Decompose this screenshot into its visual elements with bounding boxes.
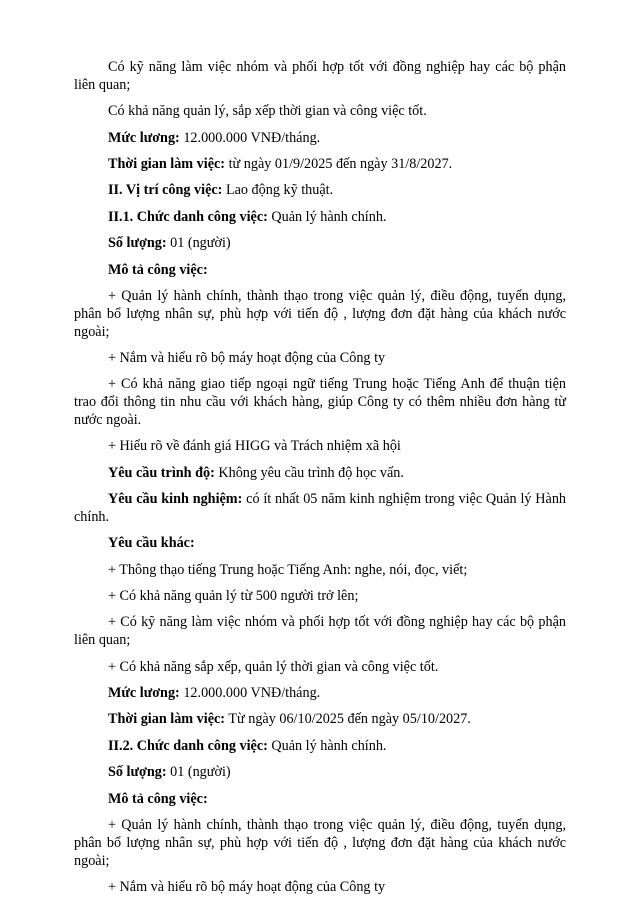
field-label: Mức lương: [108, 129, 180, 146]
paragraph [74, 535, 566, 553]
paragraph-text: Không yêu cầu trình độ học vấn. [214, 464, 404, 481]
paragraph [74, 235, 566, 253]
field-label: Thời gian làm việc: [108, 711, 226, 728]
paragraph [74, 262, 566, 280]
paragraph-text: Quản lý hành chính. [267, 737, 387, 754]
paragraph-text: Từ ngày 06/10/2025 đến ngày 05/10/2027. [225, 711, 471, 728]
paragraph-text: Có kỹ năng làm việc nhóm và phối hợp tốt với đồng nghiệp hay các bộ phận liên quan; [74, 59, 566, 93]
paragraph [74, 156, 566, 174]
field-label: II.2. Chức danh công việc: [108, 737, 268, 754]
paragraph [74, 685, 566, 703]
paragraph-text: 12.000.000 VNĐ/tháng. [179, 685, 321, 701]
field-label: Yêu cầu trình độ: [108, 464, 215, 481]
field-label: Thời gian làm việc: [108, 155, 226, 172]
paragraph-text: Có khả năng quản lý, sắp xếp thời gian và công việc tốt. [108, 103, 427, 120]
paragraph [74, 562, 566, 580]
field-label: Mô tả công việc: [108, 261, 208, 278]
paragraph [74, 465, 566, 483]
paragraph-text: + Quản lý hành chính, thành thạo trong việc quản lý, điều động, tuyển dụng, phân bổ lượng nhân sự, phù hợp với tiến độ , lượng đơn đặt hàng của khách nước ngoài; [74, 816, 566, 869]
paragraph-text: + Thông thạo tiếng Trung hoặc Tiếng Anh: nghe, nói, đọc, viết; [108, 561, 468, 578]
paragraph [74, 350, 566, 368]
paragraph-text: có ít nhất 05 năm kinh nghiệm trong việc Quản lý Hành chính. [74, 491, 567, 525]
paragraph [74, 764, 566, 782]
field-label: II.1. Chức danh công việc: [108, 208, 268, 225]
paragraph-text: + Có kỹ năng làm việc nhóm và phối hợp tốt với đồng nghiệp hay các bộ phận liên quan; [74, 614, 566, 649]
paragraph [74, 491, 566, 527]
paragraph [74, 738, 566, 756]
field-label: Yêu cầu kinh nghiệm: [108, 491, 243, 508]
field-label: Mức lương: [108, 685, 180, 701]
paragraph [74, 614, 566, 650]
field-label: Yêu cầu khác: [108, 535, 195, 552]
paragraph-text: Lao động kỹ thuật. [222, 182, 334, 199]
paragraph [74, 59, 566, 95]
field-label: Số lượng: [108, 764, 167, 781]
field-label: Số lượng: [108, 235, 167, 252]
document-body [74, 59, 566, 897]
paragraph [74, 376, 566, 429]
paragraph [74, 130, 566, 148]
paragraph-text: từ ngày 01/9/2025 đến ngày 31/8/2027. [225, 155, 453, 172]
paragraph-text: 12.000.000 VNĐ/tháng. [179, 129, 321, 146]
paragraph-text: + Hiểu rõ về đánh giá HIGG và Trách nhiệm xã hội [108, 438, 401, 455]
paragraph [74, 288, 566, 341]
paragraph-text: Quản lý hành chính. [267, 208, 387, 225]
paragraph-text: + Có khả năng giao tiếp ngoại ngữ tiếng Trung hoặc Tiếng Anh để thuận tiện trao đổi thông tin nhu cầu với khách hàng, giúp Công ty có thêm nhiều đơn hàng từ nước ngoài. [74, 376, 566, 428]
paragraph [74, 711, 566, 729]
paragraph-text: + Nắm và hiểu rõ bộ máy hoạt động của Công ty [108, 878, 386, 895]
paragraph [74, 209, 566, 227]
field-label: Mô tả công việc: [108, 790, 208, 807]
paragraph [74, 817, 566, 870]
paragraph-text: + Quản lý hành chính, thành thạo trong việc quản lý, điều động, tuyển dụng, phân bổ lượng nhân sự, phù hợp với tiến độ , lượng đơn đặt hàng của khách nước ngoài; [74, 287, 566, 340]
paragraph-text: 01 (người) [166, 764, 231, 781]
paragraph [74, 182, 566, 200]
paragraph [74, 879, 566, 897]
paragraph [74, 103, 566, 121]
paragraph [74, 659, 566, 677]
field-label: II. Vị trí công việc: [108, 182, 223, 199]
paragraph-text: + Có khả năng quản lý từ 500 người trở lên; [108, 588, 359, 605]
paragraph-text: + Có khả năng sắp xếp, quản lý thời gian và công việc tốt. [108, 658, 439, 675]
paragraph [74, 438, 566, 456]
paragraph-text: 01 (người) [166, 235, 231, 252]
paragraph [74, 588, 566, 606]
paragraph [74, 791, 566, 809]
paragraph-text: + Nắm và hiểu rõ bộ máy hoạt động của Công ty [108, 349, 386, 366]
